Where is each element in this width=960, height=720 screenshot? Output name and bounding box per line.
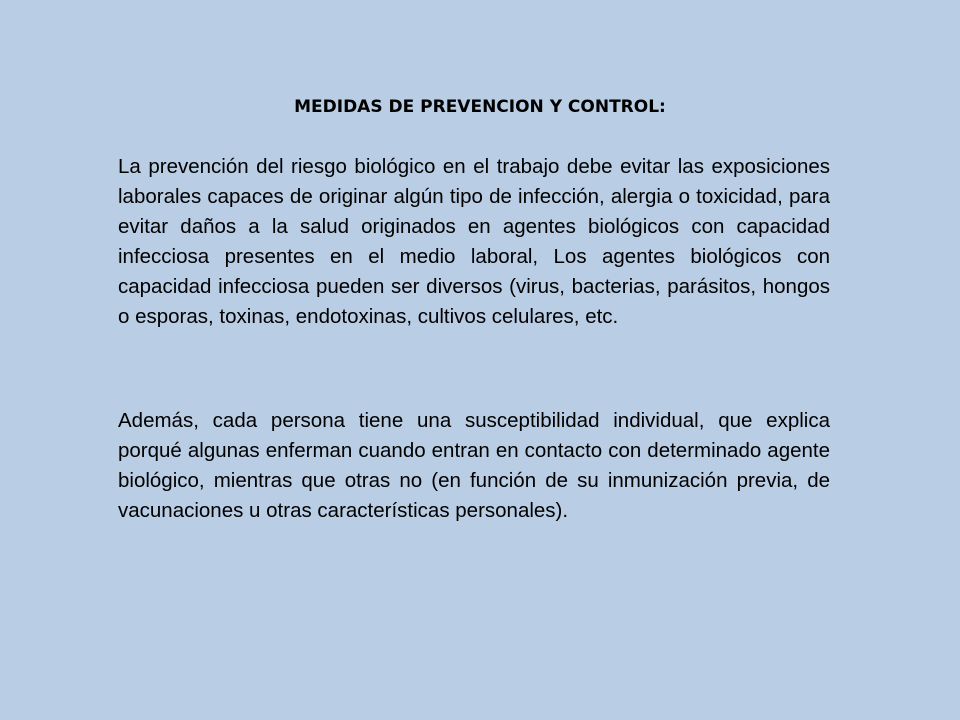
paragraph-prevention: La prevención del riesgo biológico en el trabajo debe evitar las exposiciones laborales capaces de originar algún tipo de infección, alergia o toxicidad, para evitar daños a la salud originados en agentes biológicos con capacidad infecciosa presentes en el medio laboral, Los agentes biológicos con capacidad infecciosa pueden ser diversos (virus, bacterias, parásitos, hongos o esporas, toxinas, endotoxinas, cultivos celulares, etc. <box>118 155 830 328</box>
slide-title: MEDIDAS DE PREVENCION Y CONTROL: <box>294 97 666 117</box>
paragraph-susceptibility: Además, cada persona tiene una susceptibilidad individual, que explica porqué algunas enferman cuando entran en contacto con determinado agente biológico, mientras que otras no (en función de su inmunización previa, de vacunaciones u otras características personales). <box>118 409 830 522</box>
